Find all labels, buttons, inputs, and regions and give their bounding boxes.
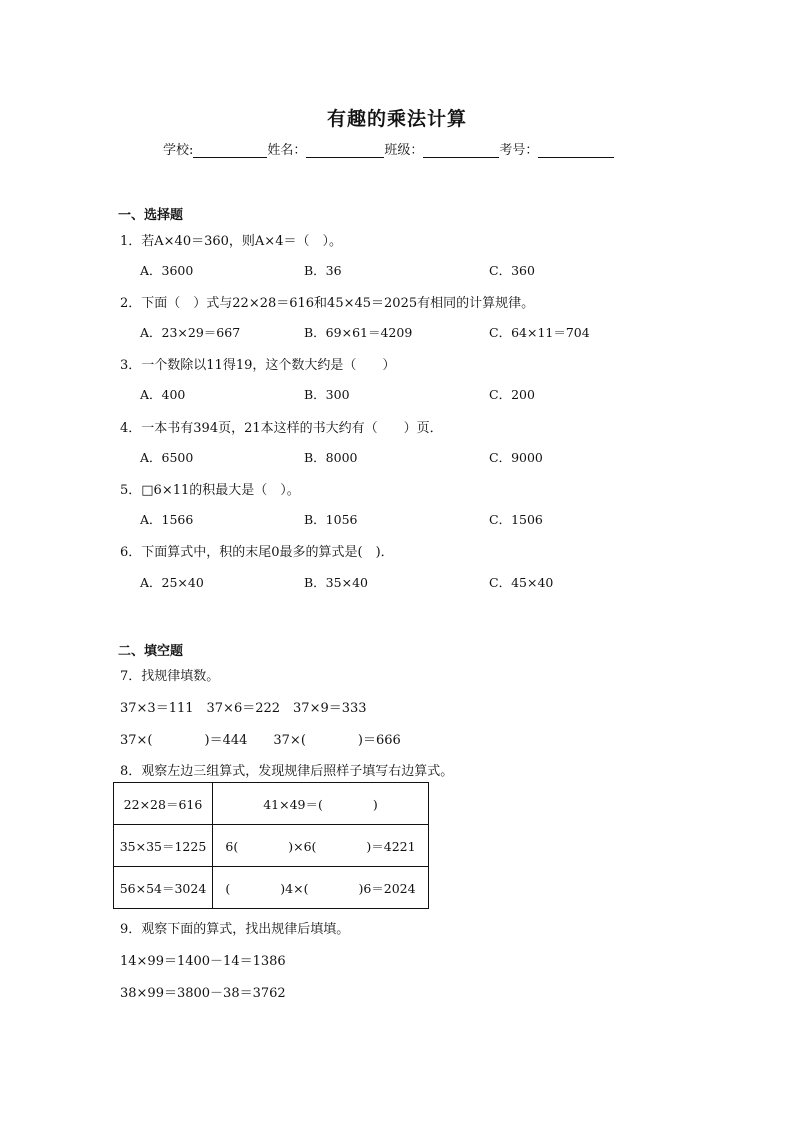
table-cell-example: 56×54＝3024 [114,867,213,909]
table-cell-answer[interactable]: 6( )×6( )＝4221 [213,825,429,867]
table-cell-answer[interactable]: 41×49＝( ) [213,783,429,825]
option-c[interactable]: C．45×40 [489,575,554,590]
number-label: 考号： [499,143,539,158]
question-6: 6．下面算式中，积的末尾0最多的算式是( )． [120,545,394,560]
question-5: 5．□6×11的积最大是（ ）。 [120,483,300,498]
school-blank[interactable] [193,143,267,158]
question-8: 8．观察左边三组算式，发现规律后照样子填写右边算式。 [120,764,454,779]
table-row [114,867,429,909]
page-title: 有趣的乘法计算 [326,108,467,130]
option-c[interactable]: C．9000 [489,450,543,465]
table-cell-example: 35×35＝1225 [114,825,213,867]
table-row [114,783,429,825]
section-heading-fill: 二、填空题 [118,644,184,659]
option-b[interactable]: B．35×40 [304,575,368,590]
option-b[interactable]: B．69×61＝4209 [304,325,413,340]
school-label: 学校: [163,143,194,158]
question-9-example-2: 38×99＝3800－38＝3762 [120,986,286,1001]
question-9: 9．观察下面的算式，找出规律后填填。 [120,922,350,937]
table-cell-example: 22×28＝616 [114,783,213,825]
question-2: 2．下面（ ）式与22×28＝616和45×45＝2025有相同的计算规律。 [120,296,535,311]
option-c[interactable]: C．1506 [489,512,543,527]
option-a[interactable]: A．400 [140,387,186,402]
option-c[interactable]: C．360 [489,263,535,278]
question-7-blanks[interactable]: 37×( )＝444 37×( )＝666 [120,733,401,748]
question-9-example-1: 14×99＝1400－14＝1386 [120,954,286,969]
table-cell-answer[interactable]: ( )4×( )6＝2024 [213,867,429,909]
option-b[interactable]: B．36 [304,263,342,278]
option-b[interactable]: B．300 [304,387,350,402]
name-label: 姓名： [267,143,307,158]
option-a[interactable]: A．1566 [140,512,194,527]
question-8-table [113,782,429,909]
option-c[interactable]: C．200 [489,387,535,402]
option-c[interactable]: C．64×11＝704 [489,325,590,340]
question-4: 4．一本书有394页，21本这样的书大约有（ ）页． [120,421,443,436]
question-7: 7．找规律填数。 [120,669,220,684]
question-7-example: 37×3＝111 37×6＝222 37×9＝333 [120,701,367,716]
question-3: 3．一个数除以11得19，这个数大约是（ ） [120,358,396,373]
option-a[interactable]: A．23×29＝667 [140,325,241,340]
option-b[interactable]: B．8000 [304,450,358,465]
section-heading-choice: 一、选择题 [118,208,184,223]
class-blank[interactable] [423,143,499,158]
class-label: 班级： [384,143,424,158]
student-info-row [163,139,614,158]
option-a[interactable]: A．25×40 [140,575,204,590]
option-a[interactable]: A．6500 [140,450,194,465]
option-b[interactable]: B．1056 [304,512,358,527]
question-1: 1．若A×40＝360，则A×4＝（ ）。 [120,234,342,249]
option-a[interactable]: A．3600 [140,263,194,278]
number-blank[interactable] [538,143,614,158]
name-blank[interactable] [306,143,384,158]
table-row [114,825,429,867]
